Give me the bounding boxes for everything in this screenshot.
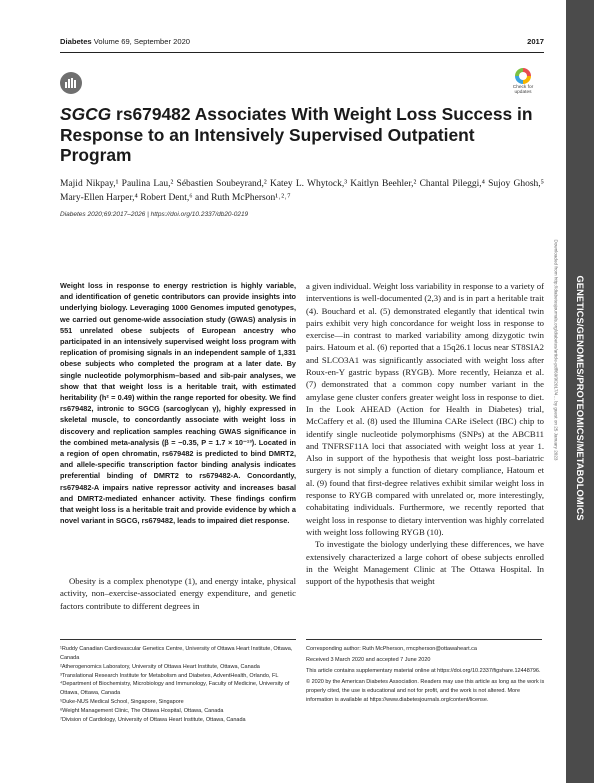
affiliation-item: ⁵Duke-NUS Medical School, Singapore, Singapore (60, 699, 184, 706)
header-rule (60, 52, 544, 53)
copyright-note: © 2020 by the American Diabetes Association. Readers may use this article as long as the work is properly cited, the use is educational and not for profit, and the work is not altered. More information is available at https://www.diabetesjournals.org/content/license. (306, 679, 545, 703)
citation-line[interactable]: Diabetes 2020;69:2017–2026 | https://doi.org/10.2337/db20-0219 (60, 211, 249, 218)
section-label: GENETICS/GENOMES/PROTEOMICS/METABOLOMICS (575, 275, 585, 521)
footnote-rule (60, 639, 296, 640)
received-dates: Received 3 March 2020 and accepted 7 June 2020 (306, 657, 431, 664)
journal-name: Diabetes (60, 37, 92, 46)
footnote-rule (306, 639, 542, 640)
affiliations (60, 645, 300, 725)
affiliation-item: ⁶Weight Management Clinic, The Ottawa Hospital, Ottawa, Canada (60, 707, 224, 714)
section-sidebar (566, 0, 594, 783)
affiliation-item: ³Translational Research Institute for Metabolism and Diabetes, AdventHealth, Orlando, FL (60, 672, 279, 679)
updates-icon (515, 68, 531, 84)
author-list: Majid Nikpay,¹ Paulina Lau,² Sébastien Soubeyrand,² Katey L. Whytock,³ Kaitlyn Beehler,² Chantal Pileggi,⁴ Sujoy Ghosh,⁵ Mary-Ellen Harper,⁴ Robert Dent,⁶ and Ruth McPherson¹˒²˒⁷ (60, 179, 544, 203)
journal-issue: Volume 69, September 2020 (93, 37, 191, 46)
affiliation-item: ¹Ruddy Canadian Cardiovascular Genetics Centre, University of Ottawa Heart Institute, Ottawa, Canada (60, 646, 293, 661)
check-for-updates-badge[interactable]: Check for updates (506, 68, 540, 98)
body-paragraph: a given individual. Weight loss variability in response to a variety of interventions is well-documented (2,3) and is in part a heritable trait (4). Bouchard et al. (5) demonstrated elegantly that identical twin pairs exhibit very high concordance for weight loss in response to exercise—in contrast to marked variability among dizygotic twin pairs. Hatoum et al. (6) reported that a 15q26.1 locus near ST8SIA2 and SLCO3A1 was significantly associated with weight loss after Roux-en-Y gastric bypass (RYGB). More recently, Heianza et al. (7) demonstrated that a common copy number variant in the amylase gene cluster confers greater weight loss in response to diet. In the Look AHEAD (Action for Health in Diabetes) trial, McCaffery et al. (8) used the Illumina CARe iSelect (IBC) chip to identify single nucleotide polymorphisms (SNPs) at the ABCB11 and TNFRSF11A loci that associated with weight loss at year 1. Also in support of the hypothesis that weight loss post–bariatric surgery is not simply a function of dietary compliance, Hatoum et al. (9) found that first-degree relatives exhibit similar weight loss in response to RYGB compared with unrelated or, more interestingly, cohabitating individuals. Furthermore, we recently reported that weight loss in response to dietary intervention was highly correlated with weight loss following RYGB (10). (306, 281, 544, 537)
running-header (60, 37, 544, 46)
correspondence-notes (306, 645, 546, 707)
affiliation-item: ⁴Department of Biochemistry, Microbiology and Immunology, Faculty of Medicine, University of Ottawa, Ottawa, Canada (60, 681, 290, 697)
body-paragraph: To investigate the biology underlying these differences, we have extensively characterized a large cohort of obese subjects enrolled in the Weight Management Clinic at The Ottawa Hospital. In support of the hypothesis that weight (306, 539, 544, 587)
affiliation-item: ⁷Division of Cardiology, University of Ottawa Heart Institute, Ottawa, Canada (60, 716, 246, 723)
intro-paragraph: Obesity is a complex phenotype (1), and energy intake, physical activity, non–exercise-associated energy expenditure, and genetic factors contribute to different degrees in (60, 576, 296, 611)
journal-logo-icon (60, 72, 82, 94)
download-note: Downloaded from http://diabetesjournals.org/diabetes/article-pdf/69/9/2017/4… by guest on 25 January 2023 (553, 239, 559, 461)
page-number: 2017 (527, 37, 544, 46)
body-column-right (306, 280, 544, 587)
supplementary-note[interactable]: This article contains supplementary material online at https://doi.org/10.2337/figshare.12448796. (306, 668, 541, 675)
affiliation-item: ²Atherogenomics Laboratory, University of Ottawa Heart Institute, Ottawa, Canada (60, 663, 260, 670)
corresponding-author[interactable]: Corresponding author: Ruth McPherson, rmcpherson@ottawaheart.ca (306, 646, 477, 652)
article-title: SGCG rs679482 Associates With Weight Loss Success in Response to an Intensively Supervised Outpatient Program (60, 104, 533, 165)
abstract: Weight loss in response to energy restriction is highly variable, and identification of genetic contributors can provide insights into underlying biology. Leveraging 1000 Genomes imputed genotypes, we carried out genome-wide association study (GWAS) analysis in 551 unrelated obese subjects of European ancestry who participated in an intensively supervised weight loss program with replication of promising signals in an independent sample of 1,331 obese subjects who completed the program at a later date. By single nucleotide polymorphism–based and sib-pair analyses, we show that that weight loss is a heritable trait, with estimated heritability (h² = 0.49) within the range reported for obesity. We find rs679482, intronic to SGCG (sarcoglycan γ), highly expressed in skeletal muscle, to concordantly associate with weight loss in discovery and replication samples reaching GWAS significance in the combined meta-analysis (β = −0.35, P = 1.7 × 10⁻¹³). Located in a region of open chromatin, rs679482 is predicted to bind DMRT2, and allele-specific transcription factor binding analysis indicates preferential binding of DMRT2 to rs679482-A. Concordantly, rs679482-A impairs native repressor activity and increases basal and DMRT2-mediated enhancer activity. These findings confirm that weight loss is a heritable trait and provide evidence by which a novel variant in SGCG, rs679482, leads to impaired diet response. (60, 281, 296, 526)
